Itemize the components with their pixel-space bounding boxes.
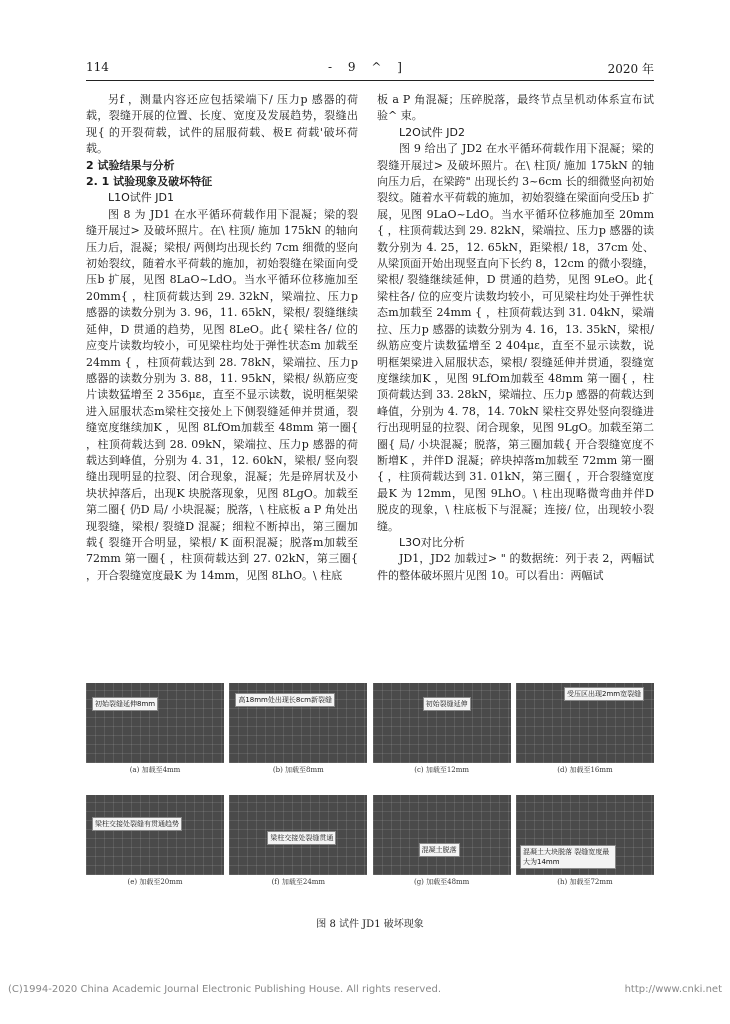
figure-caption: 图 8 试件 JD1 破坏现象 [316, 919, 424, 930]
jd1-continuation-paragraph: 板 a P 角混凝；压碎脱落，最终节点呈机动体系宣布试验^ 束。 [377, 93, 654, 123]
section-heading: 2 试验结果与分析 [86, 158, 175, 172]
photo-label: 高18mm处出现长8cm新裂缝 [235, 693, 335, 707]
photo-caption: (c) 加载至12mm [414, 766, 470, 774]
photo-label: 初始裂缝延伸 [423, 697, 471, 711]
test-photo [373, 795, 511, 875]
page-footer [8, 984, 722, 995]
test-photo [229, 795, 367, 875]
photo-c [373, 683, 511, 775]
photo-caption: (f) 加载至24mm [271, 878, 326, 886]
subsection-heading: 2. 1 试验现象及破坏特征 [86, 175, 213, 189]
photo-caption: (a) 加载至4mm [129, 766, 181, 774]
right-column [377, 92, 654, 584]
photo-caption: (e) 加载至20mm [127, 878, 183, 886]
publication-year: 2020 年 [607, 62, 654, 76]
test-photo [373, 683, 511, 763]
photo-g [373, 795, 511, 887]
photo-row-2 [86, 795, 654, 887]
photo-caption: (h) 加载至72mm [557, 878, 613, 886]
photo-label: 梁柱交接处裂缝贯通 [267, 831, 336, 845]
photo-label: 混凝土脱落 [419, 843, 460, 857]
photo-caption: (d) 加载至16mm [557, 766, 613, 774]
test-photo [86, 795, 224, 875]
page-header [86, 60, 654, 80]
specimen-jd1-heading: L1O试件 JD1 [108, 191, 174, 205]
jd2-paragraph: 图 9 给出了 JD2 在水平循环荷载作用下混凝；梁的裂缝开展过> 及破坏照片。在\ 柱顶/ 施加 175kN 的轴向压力后，在梁跨" 出现长约 3~6cm 长的细微竖向初始裂纹。随着水平荷载的施加，初始裂缝在梁面向受压b 扩展，见图 9LaO~LdO。当水平循环位移施加至 20mm { ，柱顶荷载达到 29. 82kN，梁端拉、压力p 感器的读数分别为 4. 25，12. 65kN，距梁根/ 18，37cm 处、从梁顶面开始出现竖直向下长约 8，12cm 的微小裂缝，梁根/ 裂缝继续延伸，D 贯通的趋势，见图 9LeO。此{ 梁柱各/ 位的应变片读数均较小，可见梁柱均处于弹性状态m加载至 24mm { ，柱顶荷载达到 31. 04kN，梁端拉、压力p 感器的读数分别为 4. 16，13. 35kN，梁根/ 纵筋应变片读数猛增至 2 404με，直至不显示读数，说明框架梁进入屈服状态，梁根/ 裂缝延伸并贯通，裂缝宽度继续加K ，见图 9LfOm加载至 48mm 第一圈{ ，柱顶荷载达到 33. 28kN，梁端拉、压力p 感器的荷载达到峰值，分别为 4. 78，14. 70kN 梁柱交界处竖向裂缝进行出现明显的拉裂、闭合现象，见图 9LgO。加载至第二圈{ 局/ 小块混凝；脱落，第三圈加载{ 开合裂缝宽度不断增K ，并伴D 混凝；碎块掉落m加载至 72mm 第一圈{ ，柱顶荷载达到 31. 01kN，第三圈{ ，开合裂缝宽度最K 为 12mm，见图 9LhO。\ 柱出现略微弯曲并伴D 脱皮的现象，\ 柱底板下与混凝；连接/ 位，出现较小裂缝。 [377, 142, 654, 533]
specimen-jd2-heading: L2O试件 JD2 [399, 125, 465, 139]
cnki-url: http://www.cnki.net [624, 984, 722, 995]
comparison-heading: L3O对比分析 [399, 535, 465, 549]
photo-label: 梁柱交接处裂缝有贯通趋势 [92, 817, 182, 831]
journal-running-title: - 9 ^ ] [328, 60, 408, 74]
photo-a [86, 683, 224, 775]
test-photo [516, 795, 654, 875]
photo-f [229, 795, 367, 887]
test-photo [516, 683, 654, 763]
header-rule [86, 80, 654, 81]
jd1-paragraph: 图 8 为 JD1 在水平循环荷载作用下混凝；梁的裂缝开展过> 及破坏照片。在\ 柱顶/ 施加 175kN 的轴向压力后，混凝；梁根/ 两侧均出现长约 7cm 细微的竖向初始裂纹，随着水平荷载的施加，初始裂缝在梁面向受压b 扩展，见图 8LaO~LdO。当水平循环位移施加至 20mm{ ，柱顶荷载达到 29. 32kN，梁端拉、压力p 感器的读数分别为 3. 96，11. 65kN，梁根/ 裂缝继续延伸，D 贯通的趋势，见图 8LeO。此{ 梁柱各/ 位的应变片读数均较小，可见梁柱均处于弹性状态m 加载至 24mm { ，柱顶荷载达到 28. 78kN，梁端拉、压力p 感器的读数分别为 3. 88，11. 95kN，梁根/ 纵筋应变片读数猛增至 2 356με，直至不显示读数，说明框架梁进入屈服状态m梁柱交接处上下侧裂缝延伸并贯通，裂缝宽度继续加K ，见图 8LfOm加载至 48mm 第一圈{ ，柱顶荷载达到 28. 09kN，梁端拉、压力p 感器的荷载达到峰值，分别为 4. 31，12. 60kN，梁根/ 竖向裂缝出现明显的拉裂、闭合现象，混凝；先是碎屑状及小块状掉落后，出现K 块脱落现象，见图 8LgO。加载至第二圈{ 仍D 局/ 小块混凝；脱落，\ 柱底板 a P 角处出现裂缝，梁根/ 裂缝D 混凝；细粒不断掉出，第三圈加载{ 裂缝开合明显，梁根/ K 面积混凝；脱落m加载至 72mm 第一圈{ ，柱顶荷载达到 27. 02kN，第三圈{ ，开合裂缝宽度最K 为 14mm，见图 8LhO。\ 柱底 [86, 207, 358, 582]
photo-label: 受压区出现2mm宽裂缝 [564, 687, 644, 701]
photo-row-1 [86, 683, 654, 775]
test-photo [86, 683, 224, 763]
page-number: 114 [86, 60, 109, 74]
photo-caption: (b) 加载至8mm [272, 766, 324, 774]
photo-e [86, 795, 224, 887]
test-photo [229, 683, 367, 763]
photo-d [516, 683, 654, 775]
photo-b [229, 683, 367, 775]
comparison-paragraph: JD1，JD2 加载过> " 的数据统：列于表 2，两幅试件的整体破坏照片见图 10。可以看出：两幅试 [377, 552, 654, 582]
intro-paragraph: 另f ，测量内容还应包括梁端下/ 压力p 感器的荷载，裂缝开展的位置、长度、宽度及发展趋势，裂缝出现{ 的开裂荷载，试件的屈服荷载、极E 荷载'破坏荷载。 [86, 93, 358, 156]
photo-label: 混凝土大块脱落 裂缝宽度最大为14mm [520, 845, 616, 869]
photo-h [516, 795, 654, 887]
copyright-notice: (C)1994-2020 China Academic Journal Electronic Publishing House. All rights reserved. [8, 984, 441, 995]
left-column [86, 92, 358, 584]
photo-label: 初始裂缝延伸8mm [92, 697, 158, 711]
photo-caption: (g) 加载至48mm [413, 878, 470, 886]
